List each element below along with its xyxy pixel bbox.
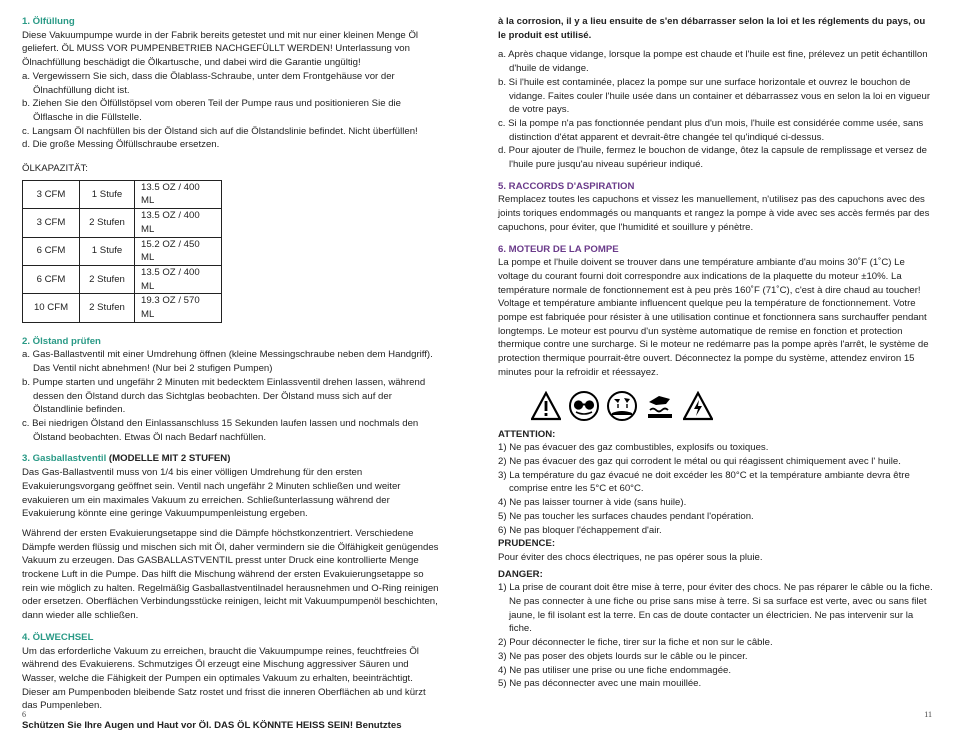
section-1-title: 1. Ölfüllung (22, 16, 75, 27)
section-6-body: La pompe et l'huile doivent se trouver dans une température ambiante d'au moins 30˚F (1˚C) Le voltage du courant fourni doit correspondre aux indications de la plaquette du moteur ±10%. La température normale de fonctionnement est à peu près 160˚F (71˚C), c'est à dire chaud au toucher! Voltage et température ambiante influencent quelque peu la température de fonctionnement. Votre pompe est fabriquée pour résister à une utilisation continue et fonctionnera sans surchauffer pendant longtemps. Le moteur est pourvu d'un système automatique de remise en fonction et protection thermique contre une surcharge. Si le moteur ne redémarre pas la pompe après l'arrêt, le système de protection thermique pourrait-être ouvert. Déconnectez la pompe du système, attendez environ 15 minutes pour la refroidir et réessayez. (498, 257, 929, 378)
section-5-body: Remplacez toutes les capuchons et vissez les manuellement, n'utilisez pas des capuchons avec des joints toriques endommagés ou manquants et rangez la pompe à vide avec ses accès fermés par des capuchons, pour éviter, que l'humidité et souillure y pénètre. (498, 194, 930, 233)
section-4-paragraph-1: Um das erforderliche Vakuum zu erreichen, braucht die Vakuumpumpe reines, feuchtfreies Öl während des Evakuierens. Schmutziges Öl erzeugt eine Mischung aggressiver Säuren und Wasser, welche die Fähigkeit der Pumpen ein optimales Vakuum zu erhalten, beeinträchtigt. Dieser am Pumpenboden bleibende Satz rostet und frisst die inneren Oberflächen ab und kürzt das Pumpenleben. (22, 645, 426, 712)
section-2-item-c: c. Bei niedrigen Ölstand den Einlassanschluss 15 Sekunden laufen lassen und nochmals den Ölstand beobachten. Etwas Öl nach Bedarf nachfüllen. (22, 417, 419, 443)
section-6-title: 6. MOTEUR DE LA POMPE (498, 243, 619, 255)
oil-change-item-d: d. Pour ajouter de l'huile, fermez le bouchon de vidange, ôtez la capsule de remplissage et versez de l'huile pure jusqu'au niveau supérieur indiqué. (498, 145, 928, 171)
right-page (498, 15, 934, 691)
attention-item: 6) Ne pas bloquer l'échappement d'air. (498, 524, 662, 536)
table-row (23, 209, 222, 237)
table-row (23, 180, 222, 208)
goggles-icon (568, 390, 600, 422)
warning-triangle-icon (530, 390, 562, 422)
section-4-title: 4. ÖLWECHSEL (22, 631, 94, 643)
hot-surface-icon (644, 390, 676, 422)
oil-change-item-c: c. Si la pompe n'a pas fonctionnée pendant plus d'un mois, l'huile est considérée comme usée, sans distinction d'état apparent et devrait-être changée tel qu'indiqué ci-dessus. (498, 117, 924, 143)
capacity-label: ÖLKAPAZITÄT: (22, 163, 88, 175)
oil-disposal-note: à la corrosion, il y a lieu ensuite de s'en débarrasser selon la loi et les réglements du pays, ou le produit est utilisé. (498, 16, 926, 41)
page-number-left: 6 (22, 710, 26, 720)
table-row (23, 294, 222, 322)
section-1-item-d: d. Die große Messing Ölfüllschraube ersetzen. (22, 139, 220, 151)
corrosive-icon (606, 390, 638, 422)
danger-item: 2) Pour déconnecter le fiche, tirer sur la fiche et non sur le câble. (498, 637, 773, 649)
prudence-title: PRUDENCE: (498, 538, 556, 550)
attention-item: 2) Ne pas évacuer des gaz qui corrodent le métal ou qui réagissent chimiquement avec l' huile. (498, 455, 901, 467)
attention-item: 1) Ne pas évacuer des gaz combustibles, explosifs ou toxiques. (498, 442, 769, 454)
prudence-text: Pour éviter des chocs électriques, ne pas opérer sous la pluie. (498, 551, 763, 563)
attention-item: 4) Ne pas laisser tourner à vide (sans huile). (498, 497, 687, 509)
danger-item: 1) La prise de courant doit être mise à terre, pour éviter des chocs. Ne pas réparer le câble ou la fiche. Ne pas connecter à une fiche ou prise sans mise à terre. Si sa surface est verte, avec ou sans filet jaune, le fil isolant est la terre. En cas de doute contacter un électricien. Ne pas intervenir sur la fiche. (498, 582, 933, 635)
attention-title: ATTENTION: (498, 428, 556, 440)
table-cell: 6 CFM (23, 265, 80, 293)
table-row (23, 265, 222, 293)
table-cell: 1 Stufe (80, 180, 135, 208)
table-cell: 19.3 OZ / 570 ML (135, 294, 222, 322)
section-1-item-b: b. Ziehen Sie den Ölfüllstöpsel vom oberen Teil der Pumpe raus und positionieren Sie die Ölflasche in die Füllstelle. (22, 98, 401, 123)
left-page (22, 15, 440, 733)
table-cell: 2 Stufen (80, 209, 135, 237)
table-cell: 10 CFM (23, 294, 80, 322)
table-cell: 3 CFM (23, 180, 80, 208)
section-3-paragraph-1: Das Gas-Ballastventil muss von 1/4 bis einer völligen Umdrehung für den ersten Evakuierungsvorgang geöffnet sein. Ventil nach ungefähr 2 Minuten schließen und weiter evakuieren um ein maximales Vakuum zu erreichen. Schließunterlassung während der Evakuierung könnte eine geringe Vakuumpumpenleistung ergeben. (22, 467, 401, 520)
table-cell: 13.5 OZ / 400 ML (135, 209, 222, 237)
danger-item: 4) Ne pas utiliser une prise ou une fiche endommagée. (498, 664, 732, 676)
table-cell: 3 CFM (23, 209, 80, 237)
oil-change-item-a: a. Après chaque vidange, lorsque la pompe est chaude et l'huile est fine, prélevez un petit échantillon d'huile de vidange. (498, 49, 928, 75)
table-cell: 1 Stufe (80, 237, 135, 265)
attention-item: 5) Ne pas toucher les surfaces chaudes pendant l'opération. (498, 510, 754, 522)
table-cell: 2 Stufen (80, 265, 135, 293)
section-2-title: 2. Ölstand prüfen (22, 335, 101, 347)
table-cell: 6 CFM (23, 237, 80, 265)
danger-item: 3) Ne pas poser des objets lourds sur le câble ou le pincer. (498, 650, 748, 662)
section-1-body: Diese Vakuumpumpe wurde in der Fabrik bereits getestet und mit nur einer kleinen Menge Öl geliefert. ÖL MUSS VOR PUMPENBETRIEB NACHGEFÜLLT WERDEN! Unterlassung von Ölnachfüllung beschädigt die Ölkartusche, und dabei wird die Garantie ungültig! (22, 29, 419, 69)
danger-item: 5) Ne pas déconnecter avec une main mouillée. (498, 678, 702, 690)
section-2-item-a: a. Gas-Ballastventil mit einer Umdrehung öffnen (kleine Messingschraube neben dem Handgriff). Das Ventil nicht abnehmen! (Nur bei 2 stufigen Pumpen) (22, 349, 433, 375)
table-cell: 13.5 OZ / 400 ML (135, 180, 222, 208)
table-cell: 2 Stufen (80, 294, 135, 322)
section-3-title-main: 3. Gasballastventil (22, 453, 107, 465)
table-row (23, 237, 222, 265)
table-cell: 13.5 OZ / 400 ML (135, 265, 222, 293)
section-2-item-b: b. Pumpe starten und ungefähr 2 Minuten mit bedecktem Einlassventil drehen lassen, während dessen den Ölstand durch das Sichtglas beobachten. Der Ölstand muss sich auf der Ölstandlinie befinden. (22, 376, 426, 416)
section-4-paragraph-2: Schützen Sie Ihre Augen und Haut vor Öl. DAS ÖL KÖNNTE HEISS SEIN! Benutztes (22, 720, 402, 732)
section-3-title (22, 452, 440, 466)
electric-shock-icon (682, 390, 714, 422)
safety-icons (530, 390, 934, 422)
danger-title: DANGER: (498, 568, 543, 580)
page-number-right: 11 (924, 710, 932, 720)
section-3-title-models: (MODELLE MIT 2 STUFEN) (106, 453, 231, 465)
section-3-paragraph-2: Während der ersten Evakuierungsetappe sind die Dämpfe höchstkonzentriert. Verschiedene Dämpfe werden flüssig und mischen sich mit Öl, daher vermindern sie die Ölfähigkeit genügendes Vakuum zu erzeugen. Das GASBALLASTVENTIL presst unter Druck eine kontrollierte Menge trockene Luft in die Pumpe. Das hilft die Mischung während der ersten Evakuierungsetappe so rein wie möglich zu halten. Regelmäßig Gasballastventilnadel herausnehmen und O-Ring reinigen oder ersetzen. Oberflächen Verbindungsstücke reinigen, leicht mit Vakuumpumpenöl beschichten, dann wieder alle schließen. (22, 527, 439, 622)
attention-item: 3) La température du gaz évacué ne doit excéder les 80°C et la température ambiante devra être comprise entre les 5°C et 60°C. (498, 469, 910, 495)
capacity-table (22, 180, 222, 323)
oil-change-item-b: b. Si l'huile est contaminée, placez la pompe sur une surface horizontale et ouvrez le bouchon de vidange. Faites couler l'huile usée dans un container et débarrassez vous en selon la loi en vigueur de votre pays. (498, 76, 931, 116)
section-5-title: 5. RACCORDS D'ASPIRATION (498, 180, 635, 192)
section-1-item-c: c. Langsam Öl nachfüllen bis der Ölstand sich auf die Ölstandslinie befindet. Nicht überfüllen! (22, 125, 418, 137)
table-cell: 15.2 OZ / 450 ML (135, 237, 222, 265)
section-1-item-a: a. Vergewissern Sie sich, dass die Ölablass-Schraube, unter dem Frontgehäuse vor der Ölnachfüllung dicht ist. (22, 70, 395, 96)
